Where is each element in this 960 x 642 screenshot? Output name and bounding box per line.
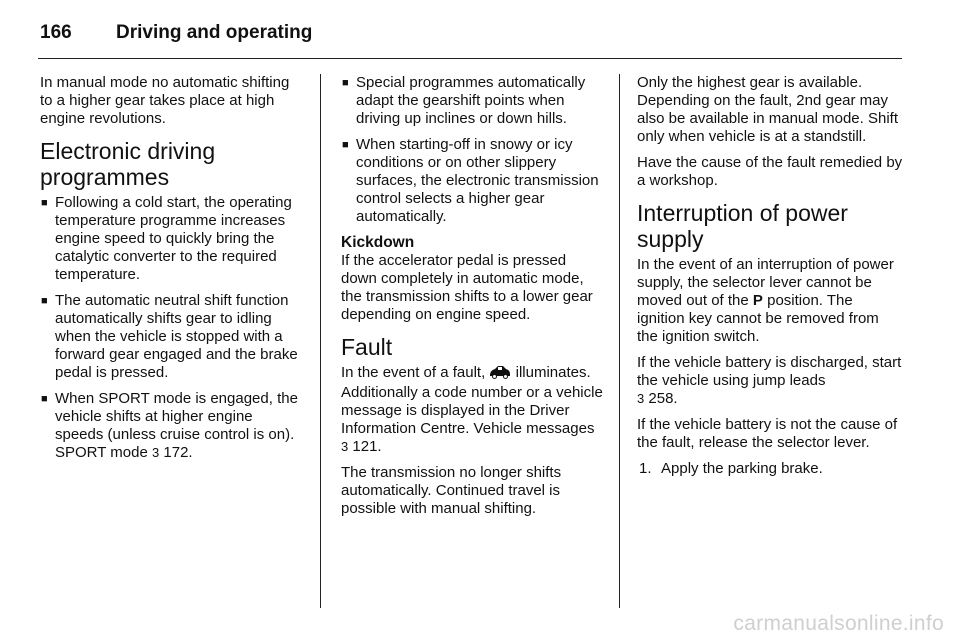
bullet-icon: ■ <box>342 139 349 151</box>
car-fault-icon <box>489 365 511 384</box>
fault-paragraph: In the event of a fault, illuminates. Additionally a code number or a vehicle message is displayed in the Driver Information Centre. Vehicle messages 3 121. <box>341 364 603 455</box>
column-3 <box>637 74 903 478</box>
intro-paragraph: In manual mode no automatic shifting to a higher gear takes place at high engine revolutions. <box>40 74 290 127</box>
list-item: ■ The automatic neutral shift function automatically shifts gear to idling when the vehicle is stopped with a forward gear engaged and the brake pedal is pressed. <box>41 292 298 381</box>
gear-p-label: P <box>752 292 763 309</box>
page-reference-link[interactable]: 172. <box>163 444 193 461</box>
programmes-list-continued <box>341 74 605 226</box>
column-1 <box>40 74 302 470</box>
header-divider <box>38 58 902 59</box>
power-paragraph-1: In the event of an interruption of power supply, the selector lever cannot be moved out of the P position. The ignition key cannot be removed from the ignition switch. <box>637 256 894 345</box>
bullet-icon: ■ <box>41 393 48 405</box>
power-paragraph-2: If the vehicle battery is discharged, start the vehicle using jump leads 3 258. <box>637 354 902 407</box>
bullet-icon: ■ <box>342 77 349 89</box>
subheading-kickdown: Kickdown <box>341 234 415 251</box>
bullet-icon: ■ <box>41 295 48 307</box>
column-2 <box>341 74 605 526</box>
section-heading-electronic-driving-programmes: Electronic driving programmes <box>40 138 216 190</box>
list-item: ■ Following a cold start, the operating temperature programme increases engine speed to quickly bring the catalytic converter to the required temperature. <box>41 194 292 283</box>
step-item <box>637 460 903 478</box>
page-reference-arrow-icon: 3 <box>341 439 349 454</box>
page-reference-link[interactable]: 121. <box>352 438 382 455</box>
section-heading-interruption-of-power-supply: Interruption of power supply <box>637 200 848 252</box>
watermark: carmanualsonline.info <box>733 612 944 635</box>
list-item: ■ When starting-off in snowy or icy conditions or on other slippery surfaces, the electronic transmission control selects a higher gear automatically. <box>342 136 599 225</box>
programmes-list <box>40 194 302 462</box>
power-paragraph-3: If the vehicle battery is not the cause of the fault, release the selector lever. <box>637 416 898 451</box>
page-reference-link[interactable]: 258. <box>648 390 678 407</box>
kickdown-paragraph: If the accelerator pedal is pressed down completely in automatic mode, the transmission shifts to a lower gear depending on engine speed. <box>341 252 593 323</box>
list-item: ■ When SPORT mode is engaged, the vehicle shifts at higher engine speeds (unless cruise control is on). SPORT mode 3 172. <box>41 390 298 461</box>
fault-paragraph-3: Only the highest gear is available. Depending on the fault, 2nd gear may also be available in manual mode. Shift only when vehicle is at a standstill. <box>637 74 898 145</box>
page-number: 166 <box>40 22 72 43</box>
column-divider-2 <box>619 74 620 608</box>
step-text: Apply the parking brake. <box>661 460 823 477</box>
column-divider-1 <box>320 74 321 608</box>
page-reference-arrow-icon: 3 <box>637 391 645 406</box>
page-reference-arrow-icon: 3 <box>152 445 160 460</box>
bullet-icon: ■ <box>41 197 48 209</box>
list-item: ■ Special programmes automatically adapt the gearshift points when driving up inclines or down hills. <box>342 74 586 127</box>
page-header <box>40 18 312 48</box>
section-heading-fault: Fault <box>341 334 393 360</box>
fault-paragraph-4: Have the cause of the fault remedied by a workshop. <box>637 154 903 189</box>
page-title: Driving and operating <box>116 22 313 43</box>
step-number: 1. <box>639 460 652 477</box>
fault-paragraph-2: The transmission no longer shifts automatically. Continued travel is possible with manual shifting. <box>341 464 562 517</box>
